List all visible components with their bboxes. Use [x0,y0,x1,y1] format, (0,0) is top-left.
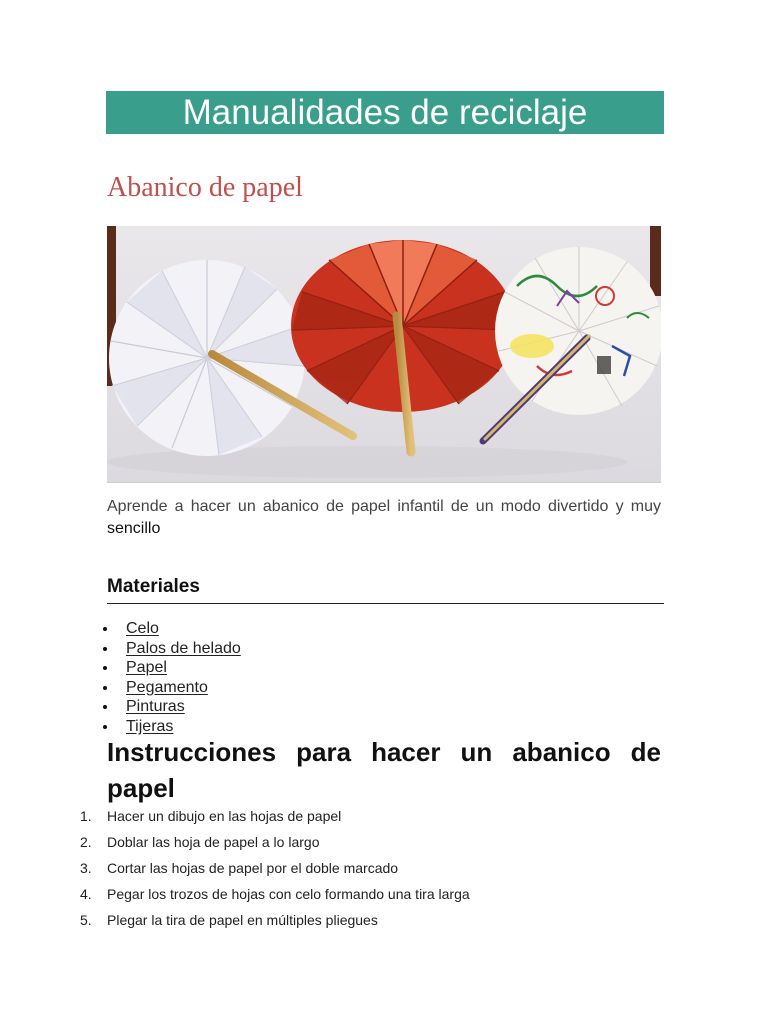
step-text: Plegar la tira de papel en múltiples pliegues [107,912,378,928]
list-item [80,884,470,910]
intro-text-end: sencillo [107,520,161,537]
step-text: Cortar las hojas de papel por el doble marcado [107,860,399,876]
material-link-celo[interactable]: Celo [126,620,159,637]
step-text: Pegar los trozos de hojas con celo formando una tira larga [107,886,470,902]
list-item [80,910,470,936]
material-link-pegamento[interactable]: Pegamento [126,678,208,696]
fans-photo [107,226,661,483]
step-number: 1. [80,808,92,824]
material-link-papel[interactable]: Papel [126,659,167,676]
material-link-tijeras[interactable]: Tijeras [126,717,174,735]
step-number: 5. [80,912,92,928]
step-number: 2. [80,834,92,850]
material-link-pinturas[interactable]: Pinturas [126,698,185,715]
list-item [107,658,241,678]
list-item [107,678,241,698]
list-item [107,619,241,639]
list-item [107,697,241,717]
materials-divider [107,603,664,604]
materials-heading: Materiales [107,576,200,597]
list-item [80,832,470,858]
page-banner-title: Manualidades de reciclaje [106,91,664,134]
article-subtitle: Abanico de papel [107,172,303,203]
step-text: Hacer un dibujo en las hojas de papel [107,808,342,824]
instructions-list [80,806,470,936]
step-text: Doblar las hoja de papel a lo largo [107,834,320,850]
step-number: 3. [80,860,92,876]
intro-paragraph [107,496,661,540]
material-link-palos[interactable]: Palos de helado [126,639,241,657]
step-number: 4. [80,886,92,902]
list-item [80,806,470,832]
instructions-heading: Instrucciones para hacer un abanico de papel [107,737,661,803]
list-item [80,858,470,884]
materials-list [107,619,241,736]
intro-text: Aprende a hacer un abanico de papel infantil de un modo divertido y muy [107,498,661,515]
list-item [107,639,241,659]
